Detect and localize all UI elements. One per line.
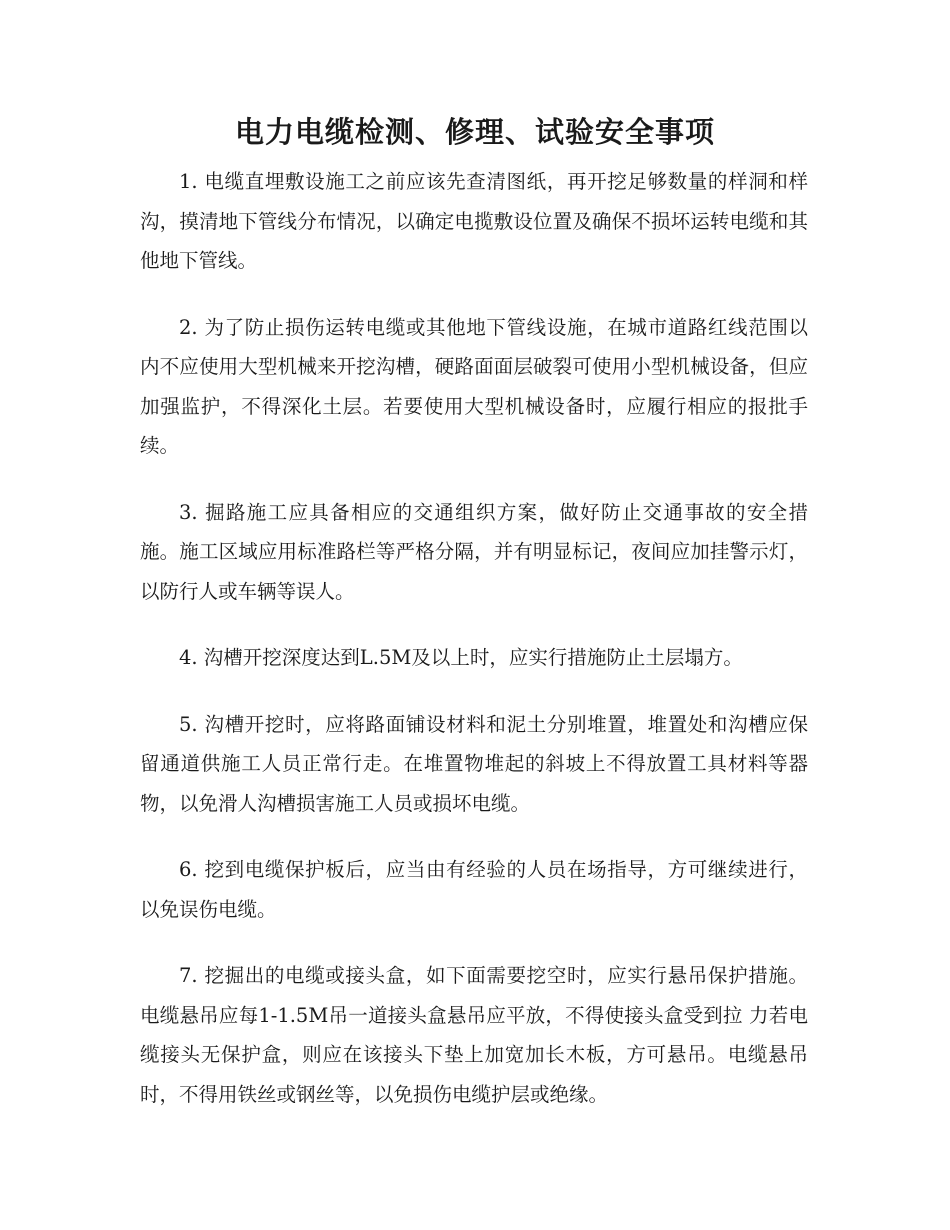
document-body — [140, 162, 808, 1114]
document-title: 电力电缆检测、修理、试验安全事项 — [234, 115, 715, 149]
paragraph-5: 5. 沟槽开挖时，应将路面铺设材料和泥土分别堆置，堆置处和沟槽应保留通道供施工人员正常行走。在堆置物堆起的斜坡上不得放置工具材料等器物，以免滑人沟槽损害施工人员或损坏电缆。 — [140, 712, 808, 815]
paragraph-7: 7. 挖掘出的电缆或接头盒，如下面需要挖空时，应实行悬吊保护措施。电缆悬吊应每1-1.5M吊一道接头盒悬吊应平放，不得使接头盒受到拉 力若电缆接头无保护盒，则应在该接头下垫上加宽加长木板，方可悬吊。电缆悬吊时，不得用铁丝或钢丝等，以免损伤电缆护层或绝缘。 — [140, 964, 808, 1106]
paragraph-6: 6. 挖到电缆保护板后，应当由有经验的人员在场指导，方可继续进行，以免误伤电缆。 — [140, 858, 808, 921]
paragraph-2: 2. 为了防止损伤运转电缆或其他地下管线设施，在城市道路红线范围以内不应使用大型机械来开挖沟槽，硬路面面层破裂可使用小型机械设备，但应加强监护，不得深化土层。若要使用大型机械设备时，应履行相应的报批手续。 — [140, 315, 808, 457]
paragraph-4: 4. 沟槽开挖深度达到L.5M及以上时，应实行措施防止土层塌方。 — [179, 646, 743, 669]
paragraph-1: 1. 电缆直埋敷设施工之前应该先查清图纸，再开挖足够数量的样洞和样沟，摸清地下管线分布情况，以确定电揽敷设位置及确保不损坏运转电缆和其他地下管线。 — [140, 170, 808, 272]
paragraph-3: 3. 掘路施工应具备相应的交通组织方案，做好防止交通事故的安全措施。施工区域应用标准路栏等严格分隔，并有明显标记，夜间应加挂警示灯，以防行人或车辆等误人。 — [140, 500, 808, 603]
